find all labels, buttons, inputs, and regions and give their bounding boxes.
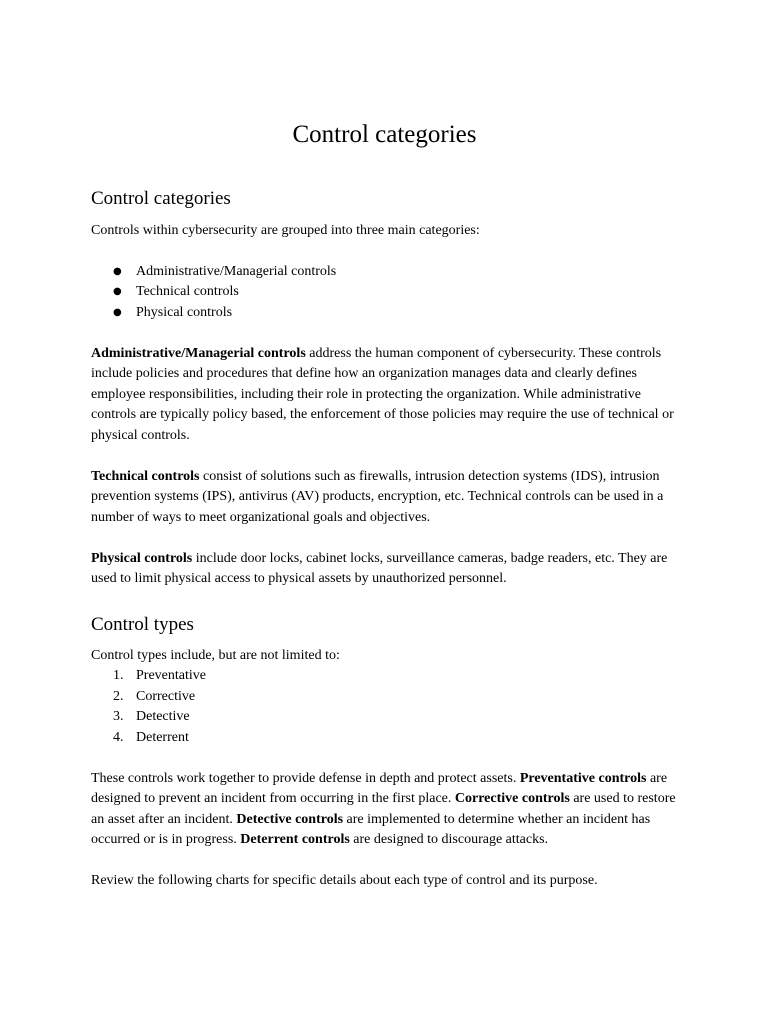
list-item	[91, 303, 678, 324]
bullet-icon: ●	[113, 286, 122, 297]
summary-text: are designed to discourage attacks.	[349, 832, 549, 847]
list-item-label: Detective	[136, 709, 190, 724]
list-item-label: Administrative/Managerial controls	[136, 263, 337, 279]
preventative-controls-term: Preventative controls	[519, 770, 647, 786]
list-item-number: 2.	[113, 688, 124, 704]
list-item-number: 4.	[113, 729, 124, 745]
admin-controls-text: address the human component of cybersecurity. These controls include policies and procedures that define how an organization manages data and clearly defines employee responsibilities, including their role in protecting the organization. While administrative controls are typically policy based, the enforcement of those policies may require the use of technical or physical controls.	[91, 345, 674, 443]
closing-paragraph: Review the following charts for specific details about each type of control and its purpose.	[91, 873, 598, 888]
document-title: Control categories	[292, 121, 477, 148]
list-item	[91, 687, 678, 708]
section-heading-control-types: Control types	[91, 613, 194, 635]
physical-controls-term: Physical controls	[91, 550, 193, 566]
list-item-number: 3.	[113, 709, 124, 724]
deterrent-controls-term: Deterrent controls	[240, 832, 350, 847]
types-numbered-list	[91, 666, 678, 748]
bullet-icon: ●	[113, 265, 122, 277]
summary-text: These controls work together to provide defense in depth and protect assets.	[91, 770, 520, 786]
bullet-icon: ●	[113, 306, 122, 318]
section-heading-control-categories: Control categories	[91, 188, 231, 209]
list-item	[91, 262, 678, 283]
list-item-label: Technical controls	[136, 284, 239, 299]
list-item	[91, 707, 678, 728]
list-item	[91, 282, 678, 303]
control-types-summary-paragraph	[91, 769, 678, 851]
list-item-label: Deterrent	[136, 729, 189, 745]
list-item-label: Corrective	[136, 688, 196, 704]
technical-controls-term: Technical controls	[91, 468, 200, 484]
summary-text: are implemented to determine whether an incident has occurred or is in progress.	[91, 811, 651, 847]
list-item	[91, 666, 678, 687]
technical-controls-text: consist of solutions such as firewalls, intrusion detection systems (IDS), intrusion prevention systems (IPS), antivirus (AV) products, encryption, etc. Technical controls can be used in a number of ways to meet organizational goals and objectives.	[91, 468, 664, 525]
categories-intro: Controls within cybersecurity are grouped into three main categories:	[91, 223, 480, 238]
admin-controls-paragraph	[91, 344, 678, 447]
list-item-number: 1.	[113, 668, 124, 683]
detective-controls-term: Detective controls	[236, 811, 344, 827]
summary-text: are designed to prevent an incident from occurring in the first place.	[91, 770, 668, 806]
categories-bullet-list	[91, 262, 678, 324]
list-item-label: Preventative	[136, 668, 206, 683]
summary-text: are used to restore an asset after an incident.	[91, 791, 676, 827]
types-intro: Control types include, but are not limited to:	[91, 647, 340, 663]
list-item	[91, 728, 678, 749]
physical-controls-paragraph	[91, 549, 678, 590]
list-item-label: Physical controls	[136, 304, 233, 320]
admin-controls-term: Administrative/Managerial controls	[91, 345, 306, 361]
technical-controls-paragraph	[91, 467, 678, 529]
corrective-controls-term: Corrective controls	[454, 791, 570, 806]
physical-controls-text: include door locks, cabinet locks, surveillance cameras, badge readers, etc. They are used to limit physical access to physical assets by unauthorized personnel.	[91, 550, 668, 586]
